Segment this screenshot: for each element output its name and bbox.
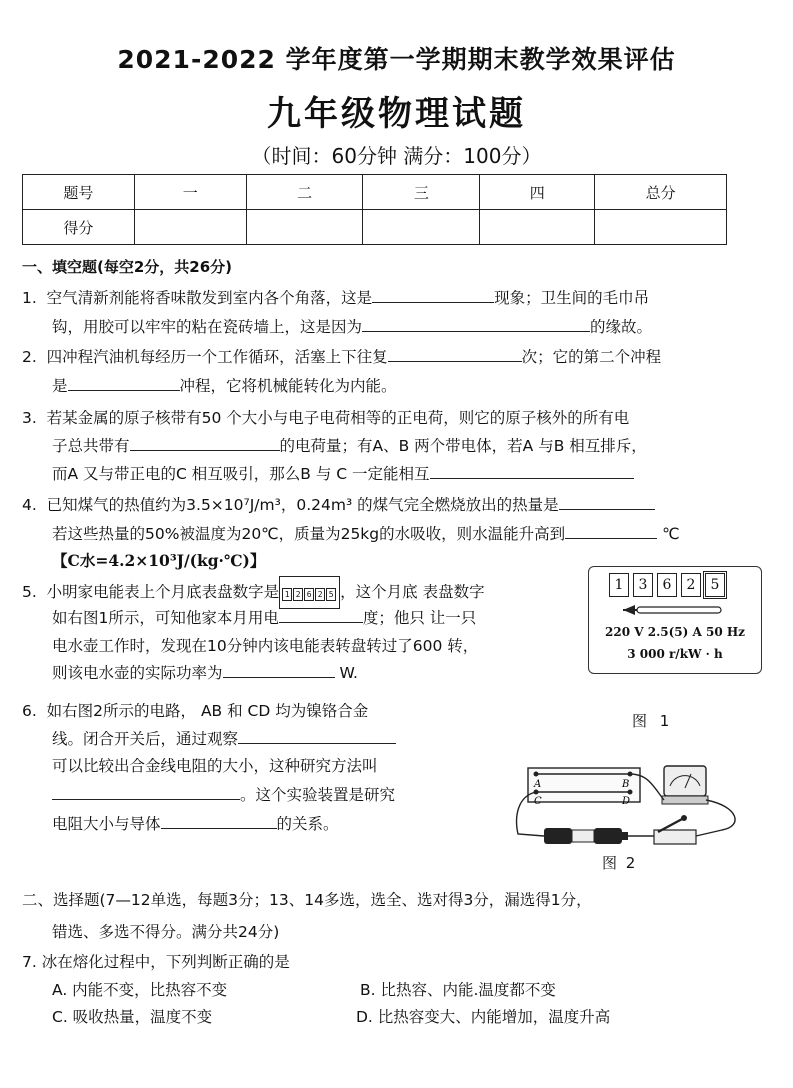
answer-blank[interactable] <box>68 373 180 391</box>
meter-digit: 2 <box>315 588 325 601</box>
question-text: ，这个月底 表盘数字 <box>340 583 485 601</box>
meter-dial-indicator <box>623 603 727 617</box>
question-number: 2. <box>22 348 37 366</box>
meter-digit: 1 <box>282 588 292 601</box>
question-5-line3: 电水壶工作时，发现在10分钟内该电能表转盘转过了600 转， <box>52 637 479 655</box>
label-d: D <box>622 796 631 807</box>
question-text: 的电荷量；有A、B 两个带电体，若A 与B 相互排斥， <box>279 437 647 455</box>
score-table-score-row <box>23 210 727 245</box>
answer-blank[interactable] <box>388 344 522 362</box>
question-5-line2 <box>52 604 476 633</box>
score-table-cell: 题号 <box>23 175 135 210</box>
question-text: ℃ <box>662 525 680 543</box>
question-7-option-c[interactable]: C. 吸收热量，温度不变 <box>52 1008 213 1026</box>
label-b: B <box>622 779 630 790</box>
score-table-cell: 四 <box>480 175 595 210</box>
score-table-cell: 得分 <box>23 210 135 245</box>
question-text: 的关系。 <box>276 815 339 833</box>
question-number: 6. <box>22 702 37 720</box>
question-4-line1 <box>22 491 655 520</box>
exam-title: 九年级物理试题 <box>267 94 526 134</box>
question-4-constant: 【C水=4.2×10³J/(kg·℃)】 <box>52 551 266 570</box>
question-text: 则该电水壶的实际功率为 <box>52 664 223 682</box>
exam-meta: （时间：60分钟 满分：100分） <box>251 144 542 168</box>
answer-blank[interactable] <box>279 605 363 623</box>
meter-spec: 220 V 2.5(5) A 50 Hz <box>605 625 745 639</box>
score-table-header-row <box>23 175 727 210</box>
question-text: 是 <box>52 377 68 395</box>
question-number: 1. <box>22 289 37 307</box>
question-text: 若某金属的原子核带有50 个大小与电子电荷相等的正电荷，则它的原子核外的所有电 <box>46 409 630 427</box>
score-table <box>22 174 727 245</box>
exam-year-line: 2021-2022 学年度第一学期期末教学效果评估 <box>117 45 676 74</box>
meter-digit: 2 <box>293 588 303 601</box>
circuit-diagram-figure <box>508 756 758 852</box>
question-6-line5 <box>52 810 339 839</box>
question-5-line4 <box>52 659 358 688</box>
electric-meter-figure <box>588 566 762 674</box>
question-4-line2 <box>52 520 679 549</box>
meter-digit: 3 <box>633 573 653 597</box>
figure-1-caption: 图 1 <box>632 712 674 730</box>
score-table-cell: 总分 <box>595 175 727 210</box>
question-6-line2 <box>52 725 396 754</box>
question-text: 的缘故。 <box>590 318 653 336</box>
score-table-cell: 一 <box>134 175 246 210</box>
question-text: 如右图1所示，可知他家本月用电 <box>52 609 279 627</box>
question-number: 4. <box>22 496 37 514</box>
question-3-line2 <box>52 432 647 461</box>
score-input-cell[interactable] <box>595 210 727 245</box>
battery-icon <box>544 828 628 844</box>
answer-blank[interactable] <box>362 314 590 332</box>
question-number: 5. <box>22 583 37 601</box>
label-c: C <box>534 796 542 807</box>
question-text: 空气清新剂能将香味散发到室内各个角落，这是 <box>46 289 373 307</box>
answer-blank[interactable] <box>565 521 657 539</box>
section1-title: 一、填空题(每空2分，共26分) <box>22 258 233 276</box>
answer-blank[interactable] <box>559 492 655 510</box>
switch-icon <box>654 815 696 844</box>
question-text: 已知煤气的热值约为3.5×10⁷J/m³，0.24m³ 的煤气完全燃烧放出的热量是 <box>46 496 559 514</box>
figure-2-caption: 图 2 <box>602 854 638 872</box>
question-text: 子总共带有 <box>52 437 130 455</box>
score-input-cell[interactable] <box>246 210 363 245</box>
question-text: 度；他只 让一只 <box>362 609 477 627</box>
question-7-stem: 7. 冰在熔化过程中，下列判断正确的是 <box>22 953 290 971</box>
question-1-line2 <box>52 313 652 342</box>
score-table-cell: 二 <box>246 175 363 210</box>
answer-blank[interactable] <box>52 782 240 800</box>
section2-title-line2: 错选、多选不得分。满分共24分) <box>52 923 280 941</box>
section2-title-line1: 二、选择题(7—12单选，每题3分；13、14多选，选全、选对得3分，漏选得1分， <box>22 891 592 909</box>
answer-blank[interactable] <box>161 811 277 829</box>
answer-blank[interactable] <box>130 433 280 451</box>
score-input-cell[interactable] <box>363 210 480 245</box>
meter-reading <box>609 573 729 597</box>
question-text: W. <box>339 664 358 682</box>
question-text: 。这个实验装置是研究 <box>240 786 396 804</box>
answer-blank[interactable] <box>430 461 634 479</box>
question-3-line3 <box>52 460 634 489</box>
meter-digit: 2 <box>681 573 701 597</box>
question-6-line4 <box>52 781 395 810</box>
question-7-option-a[interactable]: A. 内能不变，比热容不变 <box>52 981 228 999</box>
question-number: 3. <box>22 409 37 427</box>
meter-digit: 5 <box>326 588 336 601</box>
score-input-cell[interactable] <box>480 210 595 245</box>
meter-digit: 5 <box>705 573 725 597</box>
question-6-line1 <box>22 697 368 726</box>
meter-digit: 6 <box>657 573 677 597</box>
question-text: 钩，用胶可以牢牢的粘在瓷砖墙上，这是因为 <box>52 318 363 336</box>
meter-digit: 6 <box>304 588 314 601</box>
question-text: 小明家电能表上个月底表盘数字是 <box>46 583 280 601</box>
question-6-line3: 可以比较出合金线电阻的大小，这种研究方法叫 <box>52 757 378 775</box>
question-text: 现象；卫生间的毛巾吊 <box>494 289 650 307</box>
question-text: 线。闭合开关后，通过观察 <box>52 730 239 748</box>
question-2-line1 <box>22 343 661 372</box>
meter-rate: 3 000 r/kW · h <box>627 647 723 661</box>
question-text: 电阻大小与导体 <box>52 815 161 833</box>
score-table-cell: 三 <box>363 175 480 210</box>
question-text: 若这些热量的50%被温度为20℃，质量为25kg的水吸收，则水温能升高到 <box>52 525 566 543</box>
question-2-line2 <box>52 372 397 401</box>
label-a: A <box>534 779 542 790</box>
meter-digit: 1 <box>609 573 629 597</box>
answer-blank[interactable] <box>223 660 335 678</box>
ammeter-icon <box>662 766 708 804</box>
question-1-line1 <box>22 284 649 313</box>
question-7-option-d[interactable]: D. 比热容变大、内能增加，温度升高 <box>356 1008 611 1026</box>
question-text: 而A 又与带正电的C 相互吸引，那么B 与 C 一定能相互 <box>52 465 430 483</box>
score-input-cell[interactable] <box>134 210 246 245</box>
question-text: 如右图2所示的电路， AB 和 CD 均为镍铬合金 <box>46 702 369 720</box>
question-3-line1 <box>22 404 629 433</box>
question-7-option-b[interactable]: B. 比热容、内能.温度都不变 <box>360 981 556 999</box>
answer-blank[interactable] <box>372 285 494 303</box>
question-text: 四冲程汽油机每经历一个工作循环，活塞上下往复 <box>46 348 388 366</box>
question-text: 次；它的第二个冲程 <box>521 348 662 366</box>
answer-blank[interactable] <box>238 726 396 744</box>
question-text: 冲程，它将机械能转化为内能。 <box>179 377 397 395</box>
